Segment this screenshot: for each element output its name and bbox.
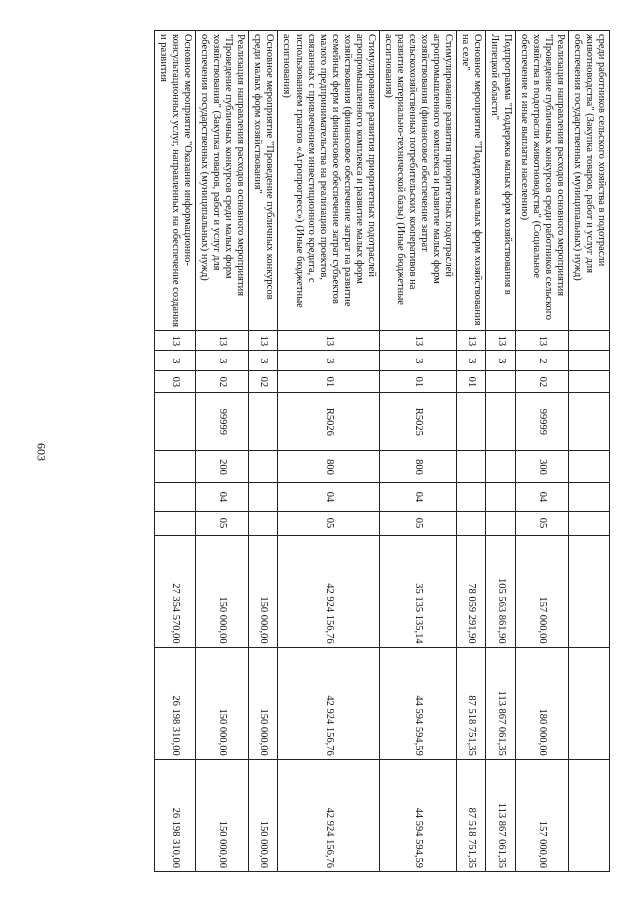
program-code: 13 xyxy=(196,331,249,351)
measure-code: 02 xyxy=(249,371,278,393)
page-number: 603 xyxy=(34,443,49,461)
measure-code: 01 xyxy=(457,371,486,393)
amount-year-1: 78 059 291,90 xyxy=(457,535,486,647)
amount-year-1: 42 924 156,76 xyxy=(278,535,380,647)
subsection-code xyxy=(457,511,486,535)
row-description: Основное мероприятие "Проведение публичных конкурсов среди малых форм хозяйствования" xyxy=(249,31,278,331)
direction-code xyxy=(249,393,278,451)
direction-code: 99999 xyxy=(515,393,568,451)
direction-code: R5025 xyxy=(379,393,456,451)
amount-year-1: 35 135 135,14 xyxy=(379,535,456,647)
section-code xyxy=(568,483,609,511)
amount-year-2: 113 867 061,35 xyxy=(486,647,515,759)
table-row xyxy=(515,31,568,872)
row-description: Стимулирование развития приоритетных подотраслей агропромышленного комплекса и развитие малых форм хозяйствования (финансовое обеспечение затрат сельскохозяйственных потребительских кооперативов на развитие материально-технической базы) (Иные бюджетные ассигнования) xyxy=(379,31,456,331)
expense-type-code xyxy=(154,451,195,483)
subsection-code xyxy=(249,511,278,535)
row-description: Стимулирование развития приоритетных подотраслей агропромышленного комплекса и развитие малых форм хозяйствования (финансовое обеспечение затрат на развитие семейных ферм и финансовое обеспечение затрат субъектов малого предпринимательства на реализацию проектов, связанных с привлечением инвестиционного кредита, с использованием грантов «Агропрогресс») (Иные бюджетные ассигнования) xyxy=(278,31,380,331)
subprogram-code: 3 xyxy=(278,351,380,371)
expense-type-code xyxy=(249,451,278,483)
program-code: 13 xyxy=(486,331,515,351)
measure-code xyxy=(486,371,515,393)
amount-year-2: 42 924 156,76 xyxy=(278,647,380,759)
measure-code xyxy=(568,371,609,393)
amount-year-3: 87 518 751,35 xyxy=(457,759,486,871)
section-code xyxy=(154,483,195,511)
amount-year-1: 105 563 861,90 xyxy=(486,535,515,647)
amount-year-3: 26 198 310,00 xyxy=(154,759,195,871)
amount-year-1 xyxy=(568,535,609,647)
subsection-code xyxy=(568,511,609,535)
amount-year-1: 157 000,00 xyxy=(515,535,568,647)
program-code: 13 xyxy=(154,331,195,351)
row-description: Подпрограмма "Поддержка малых форм хозяйствования в Липецкой области" xyxy=(486,31,515,331)
section-code xyxy=(249,483,278,511)
subprogram-code: 3 xyxy=(379,351,456,371)
direction-code xyxy=(568,393,609,451)
expense-type-code xyxy=(457,451,486,483)
subprogram-code: 3 xyxy=(196,351,249,371)
amount-year-1: 150 000,00 xyxy=(249,535,278,647)
amount-year-1: 27 354 570,00 xyxy=(154,535,195,647)
section-code xyxy=(486,483,515,511)
rotated-page-content xyxy=(60,30,610,872)
expense-type-code: 200 xyxy=(196,451,249,483)
amount-year-1: 150 000,00 xyxy=(196,535,249,647)
program-code: 13 xyxy=(379,331,456,351)
subsection-code: 05 xyxy=(196,511,249,535)
expense-type-code xyxy=(568,451,609,483)
expense-type-code: 800 xyxy=(278,451,380,483)
table-row xyxy=(278,31,380,872)
measure-code: 03 xyxy=(154,371,195,393)
row-description: Основное мероприятие "Поддержка малых форм хозяйствования на селе" xyxy=(457,31,486,331)
section-code: 04 xyxy=(278,483,380,511)
table-row xyxy=(568,31,609,872)
table-row xyxy=(154,31,195,872)
amount-year-3: 113 867 061,35 xyxy=(486,759,515,871)
amount-year-3: 150 000,00 xyxy=(249,759,278,871)
row-description: Реализация направления расходов основного мероприятия "Проведение публичных конкурсов среди работников сельского хозяйства в подотрасли животноводства" (Социальное обеспечение и иные выплаты населению) xyxy=(515,31,568,331)
row-description: среди работников сельского хозяйства в подотрасли животноводства" (Закупка товаров, работ и услуг для обеспечения государственных (муниципальных) нужд) xyxy=(568,31,609,331)
subsection-code: 05 xyxy=(515,511,568,535)
row-description: Основное мероприятие "Оказание информационно-консультационных услуг, направленных на обеспечение создания и развития xyxy=(154,31,195,331)
section-code: 04 xyxy=(196,483,249,511)
amount-year-2: 180 000,00 xyxy=(515,647,568,759)
section-code: 04 xyxy=(379,483,456,511)
amount-year-3 xyxy=(568,759,609,871)
direction-code xyxy=(486,393,515,451)
amount-year-2: 26 198 310,00 xyxy=(154,647,195,759)
amount-year-3: 42 924 156,76 xyxy=(278,759,380,871)
subprogram-code: 3 xyxy=(154,351,195,371)
direction-code: R5026 xyxy=(278,393,380,451)
subprogram-code: 2 xyxy=(515,351,568,371)
measure-code: 02 xyxy=(196,371,249,393)
section-code xyxy=(457,483,486,511)
subprogram-code: 3 xyxy=(457,351,486,371)
amount-year-3: 157 000,00 xyxy=(515,759,568,871)
direction-code: 99999 xyxy=(196,393,249,451)
expense-type-code xyxy=(486,451,515,483)
expense-type-code: 300 xyxy=(515,451,568,483)
measure-code: 01 xyxy=(278,371,380,393)
program-code: 13 xyxy=(278,331,380,351)
subprogram-code: 3 xyxy=(249,351,278,371)
table-row xyxy=(249,31,278,872)
row-description: Реализация направления расходов основного мероприятия "Проведение публичных конкурсов среди малых форм хозяйствования" (Закупка товаров, работ и услуг для обеспечения государственных (муниципальных) нужд) xyxy=(196,31,249,331)
direction-code xyxy=(154,393,195,451)
subsection-code xyxy=(486,511,515,535)
amount-year-2: 150 000,00 xyxy=(196,647,249,759)
amount-year-2 xyxy=(568,647,609,759)
table-row xyxy=(457,31,486,872)
measure-code: 02 xyxy=(515,371,568,393)
amount-year-2: 87 518 751,35 xyxy=(457,647,486,759)
subsection-code xyxy=(154,511,195,535)
table-row xyxy=(196,31,249,872)
amount-year-3: 150 000,00 xyxy=(196,759,249,871)
direction-code xyxy=(457,393,486,451)
table-row xyxy=(486,31,515,872)
section-code: 04 xyxy=(515,483,568,511)
table-row xyxy=(379,31,456,872)
expense-type-code: 800 xyxy=(379,451,456,483)
amount-year-3: 44 594 594,59 xyxy=(379,759,456,871)
measure-code: 01 xyxy=(379,371,456,393)
budget-table xyxy=(154,30,610,872)
program-code: 13 xyxy=(515,331,568,351)
program-code: 13 xyxy=(457,331,486,351)
subsection-code: 05 xyxy=(278,511,380,535)
program-code xyxy=(568,331,609,351)
subsection-code: 05 xyxy=(379,511,456,535)
subprogram-code: 3 xyxy=(486,351,515,371)
amount-year-2: 44 594 594,59 xyxy=(379,647,456,759)
subprogram-code xyxy=(568,351,609,371)
budget-table-body xyxy=(154,31,609,872)
program-code: 13 xyxy=(249,331,278,351)
amount-year-2: 150 000,00 xyxy=(249,647,278,759)
